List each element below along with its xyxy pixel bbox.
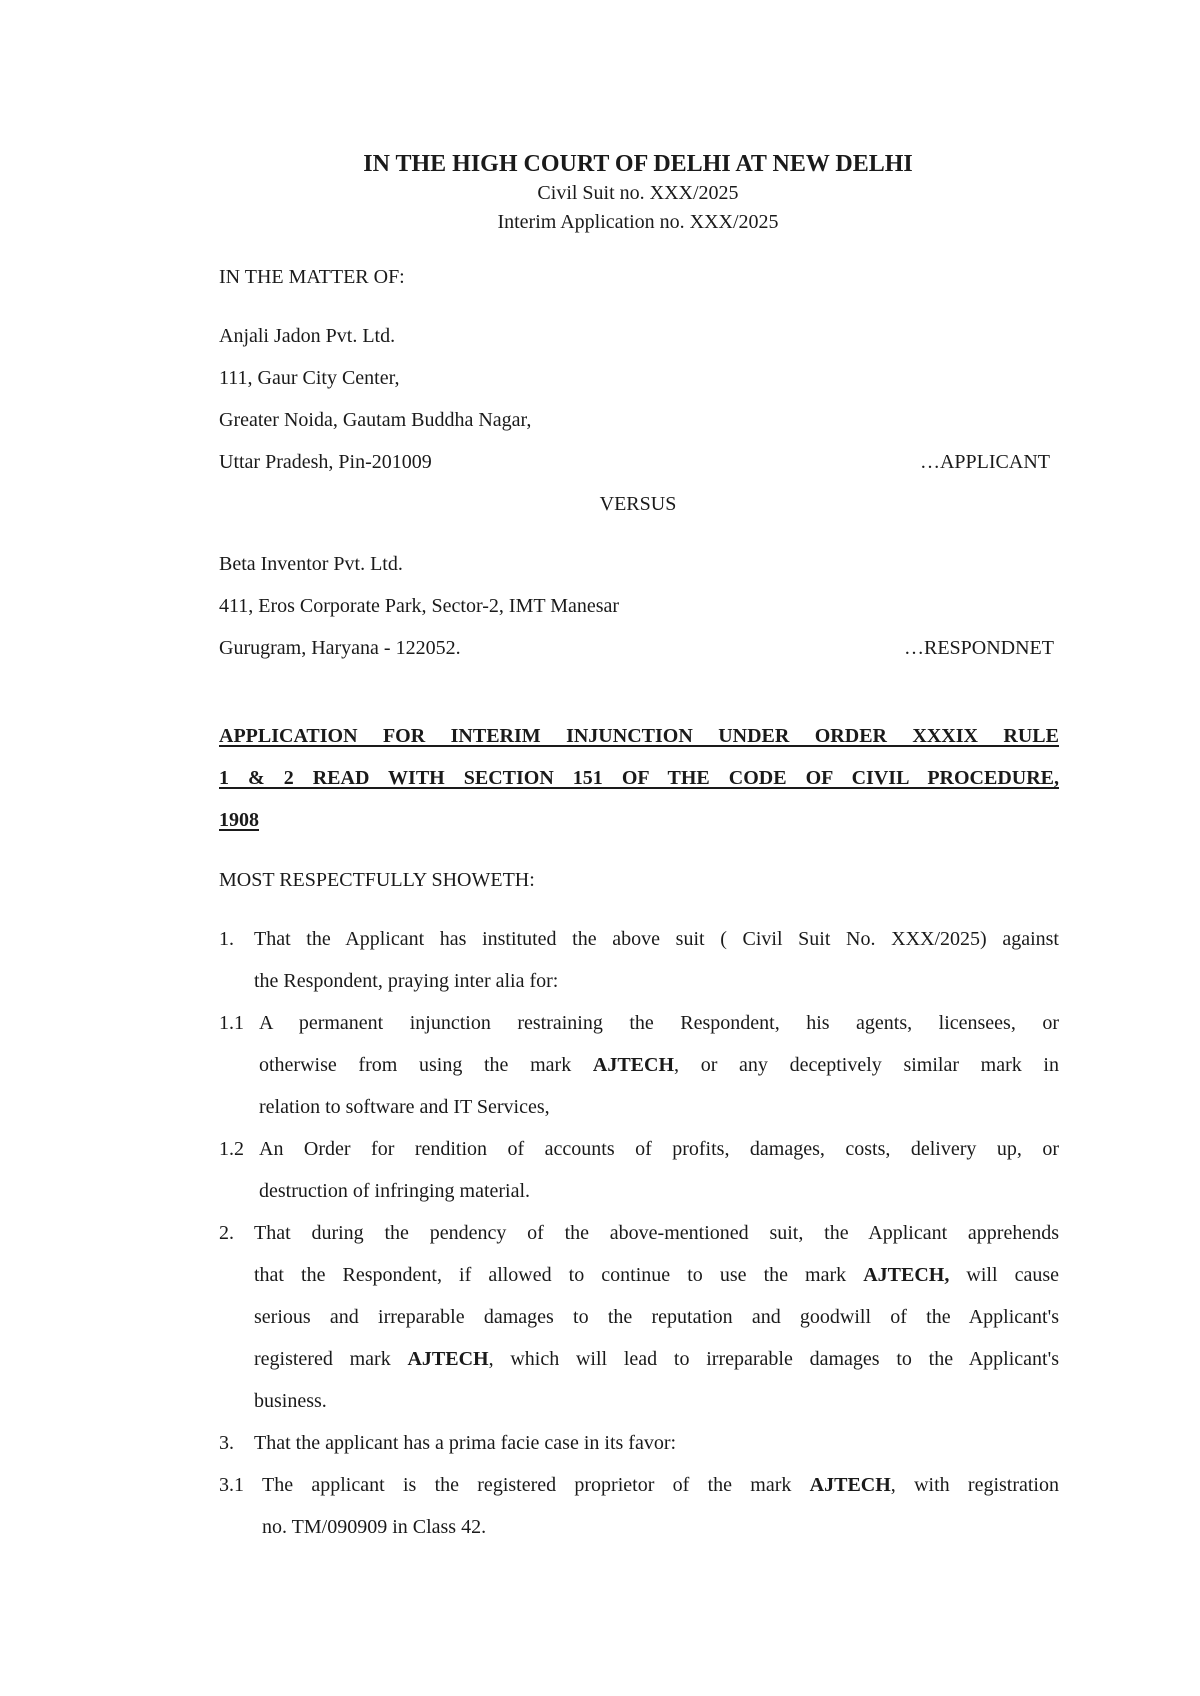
para-2-line3: serious and irreparable damages to the reputation and goodwill of the Applicant's bbox=[254, 1306, 1059, 1328]
mark-name: AJTECH bbox=[592, 1054, 675, 1076]
para-1-line1: That the Applicant has instituted the above suit ( Civil Suit No. XXX/2025) against bbox=[254, 928, 1059, 950]
para-1-2-line1: An Order for rendition of accounts of profits, damages, costs, delivery up, or bbox=[259, 1138, 1059, 1160]
matter-label: IN THE MATTER OF: bbox=[219, 266, 405, 288]
para-2-number: 2. bbox=[219, 1222, 234, 1244]
para-3-1-line2: no. TM/090909 in Class 42. bbox=[262, 1516, 487, 1538]
para-1-1-line2-text-b: , or any deceptively similar mark in bbox=[674, 1054, 1059, 1076]
applicant-address-line2: Greater Noida, Gautam Buddha Nagar, bbox=[219, 409, 532, 431]
para-2-line1: That during the pendency of the above-mentioned suit, the Applicant apprehends bbox=[254, 1222, 1059, 1244]
para-1-line2: the Respondent, praying inter alia for: bbox=[254, 970, 559, 992]
para-1-2-line2: destruction of infringing material. bbox=[259, 1180, 531, 1202]
para-1-1-line3: relation to software and IT Services, bbox=[259, 1096, 550, 1118]
application-title-line3: 1908 bbox=[219, 809, 259, 831]
para-1-1-number: 1.1 bbox=[219, 1012, 244, 1034]
mark-name: AJTECH bbox=[407, 1348, 489, 1370]
para-2-line2-text-a: that the Respondent, if allowed to continue to use the mark bbox=[254, 1264, 864, 1286]
respondent-address-line2: Gurugram, Haryana - 122052. bbox=[219, 637, 461, 659]
application-title-line2: 1 & 2 READ WITH SECTION 151 OF THE CODE OF CIVIL PROCEDURE, bbox=[219, 767, 1059, 789]
applicant-address-line3: Uttar Pradesh, Pin-201009 bbox=[219, 451, 432, 473]
para-1-1-line2-text-a: otherwise from using the mark bbox=[259, 1054, 593, 1076]
para-2-line4-text-a: registered mark bbox=[254, 1348, 408, 1370]
mark-name: AJTECH, bbox=[863, 1264, 950, 1286]
para-3-1-number: 3.1 bbox=[219, 1474, 244, 1496]
para-1-1-line2 bbox=[259, 1053, 1059, 1077]
respondent-address-line1: 411, Eros Corporate Park, Sector-2, IMT Manesar bbox=[219, 595, 620, 617]
court-title: IN THE HIGH COURT OF DELHI AT NEW DELHI bbox=[363, 151, 913, 177]
para-1-1-line1: A permanent injunction restraining the Respondent, his agents, licensees, or bbox=[259, 1012, 1059, 1034]
respondent-tag: …RESPONDNET bbox=[903, 637, 1054, 659]
para-3-1-line1-text-b: , with registration bbox=[890, 1474, 1059, 1496]
applicant-address-line1: 111, Gaur City Center, bbox=[219, 367, 400, 389]
applicant-name: Anjali Jadon Pvt. Ltd. bbox=[219, 325, 396, 347]
versus-label: VERSUS bbox=[599, 493, 677, 515]
para-2-line2-text-b: will cause bbox=[949, 1264, 1059, 1286]
application-title-line1: APPLICATION FOR INTERIM INJUNCTION UNDER ORDER XXXIX RULE bbox=[219, 725, 1059, 747]
para-3-1-line1 bbox=[262, 1473, 1059, 1497]
para-2-line5: business. bbox=[254, 1390, 327, 1412]
respondent-name: Beta Inventor Pvt. Ltd. bbox=[219, 553, 403, 575]
para-3-1-line1-text-a: The applicant is the registered proprietor of the mark bbox=[262, 1474, 810, 1496]
para-2-line2 bbox=[254, 1263, 1059, 1287]
applicant-tag: …APPLICANT bbox=[919, 451, 1050, 473]
para-3-number: 3. bbox=[219, 1432, 234, 1454]
para-1-number: 1. bbox=[219, 928, 234, 950]
showeth-label: MOST RESPECTFULLY SHOWETH: bbox=[219, 869, 535, 891]
suit-number: Civil Suit no. XXX/2025 bbox=[537, 182, 739, 204]
application-number: Interim Application no. XXX/2025 bbox=[497, 211, 779, 233]
para-3-line1: That the applicant has a prima facie case in its favor: bbox=[254, 1432, 677, 1454]
para-2-line4 bbox=[254, 1347, 1059, 1371]
para-2-line4-text-b: , which will lead to irreparable damages to the Applicant's bbox=[488, 1348, 1059, 1370]
mark-name: AJTECH bbox=[809, 1474, 891, 1496]
para-1-2-number: 1.2 bbox=[219, 1138, 244, 1160]
